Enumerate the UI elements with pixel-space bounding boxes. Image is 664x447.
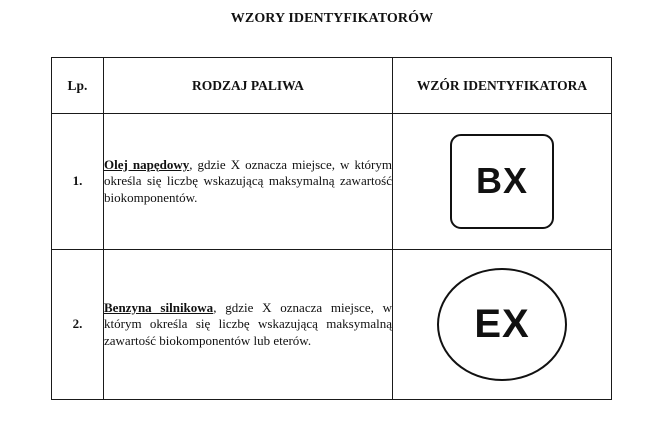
row-number: 2. bbox=[52, 249, 104, 399]
identifier-pattern-cell bbox=[393, 249, 612, 399]
fuel-name: Olej napędowy bbox=[104, 156, 190, 172]
identifier-pattern-cell bbox=[393, 114, 612, 250]
fuel-description: , gdzie X oznacza miejsce, w którym określa się liczbę wskazującą maksymalną zawartość biokomponentów. bbox=[104, 156, 392, 205]
table-header-row bbox=[52, 58, 612, 114]
fuel-name: Benzyna silnikowa bbox=[104, 299, 214, 315]
fuel-description-cell bbox=[104, 249, 393, 399]
fuel-description: , gdzie X oznacza miejsce, w którym określa się liczbę wskazującą maksymalną zawartość biokomponentów lub eterów. bbox=[104, 299, 392, 348]
header-pattern: WZÓR IDENTYFIKATORA bbox=[393, 58, 612, 114]
bx-identifier-badge: BX bbox=[450, 134, 554, 229]
table-row bbox=[52, 114, 612, 250]
header-fuel-type: RODZAJ PALIWA bbox=[104, 58, 393, 114]
ex-identifier-badge: EX bbox=[437, 268, 567, 381]
table-row bbox=[52, 249, 612, 399]
identifier-table bbox=[51, 57, 612, 400]
fuel-description-cell bbox=[104, 114, 393, 250]
header-lp: Lp. bbox=[52, 58, 104, 114]
row-number: 1. bbox=[52, 114, 104, 250]
page-title: WZORY IDENTYFIKATORÓW bbox=[230, 11, 434, 26]
